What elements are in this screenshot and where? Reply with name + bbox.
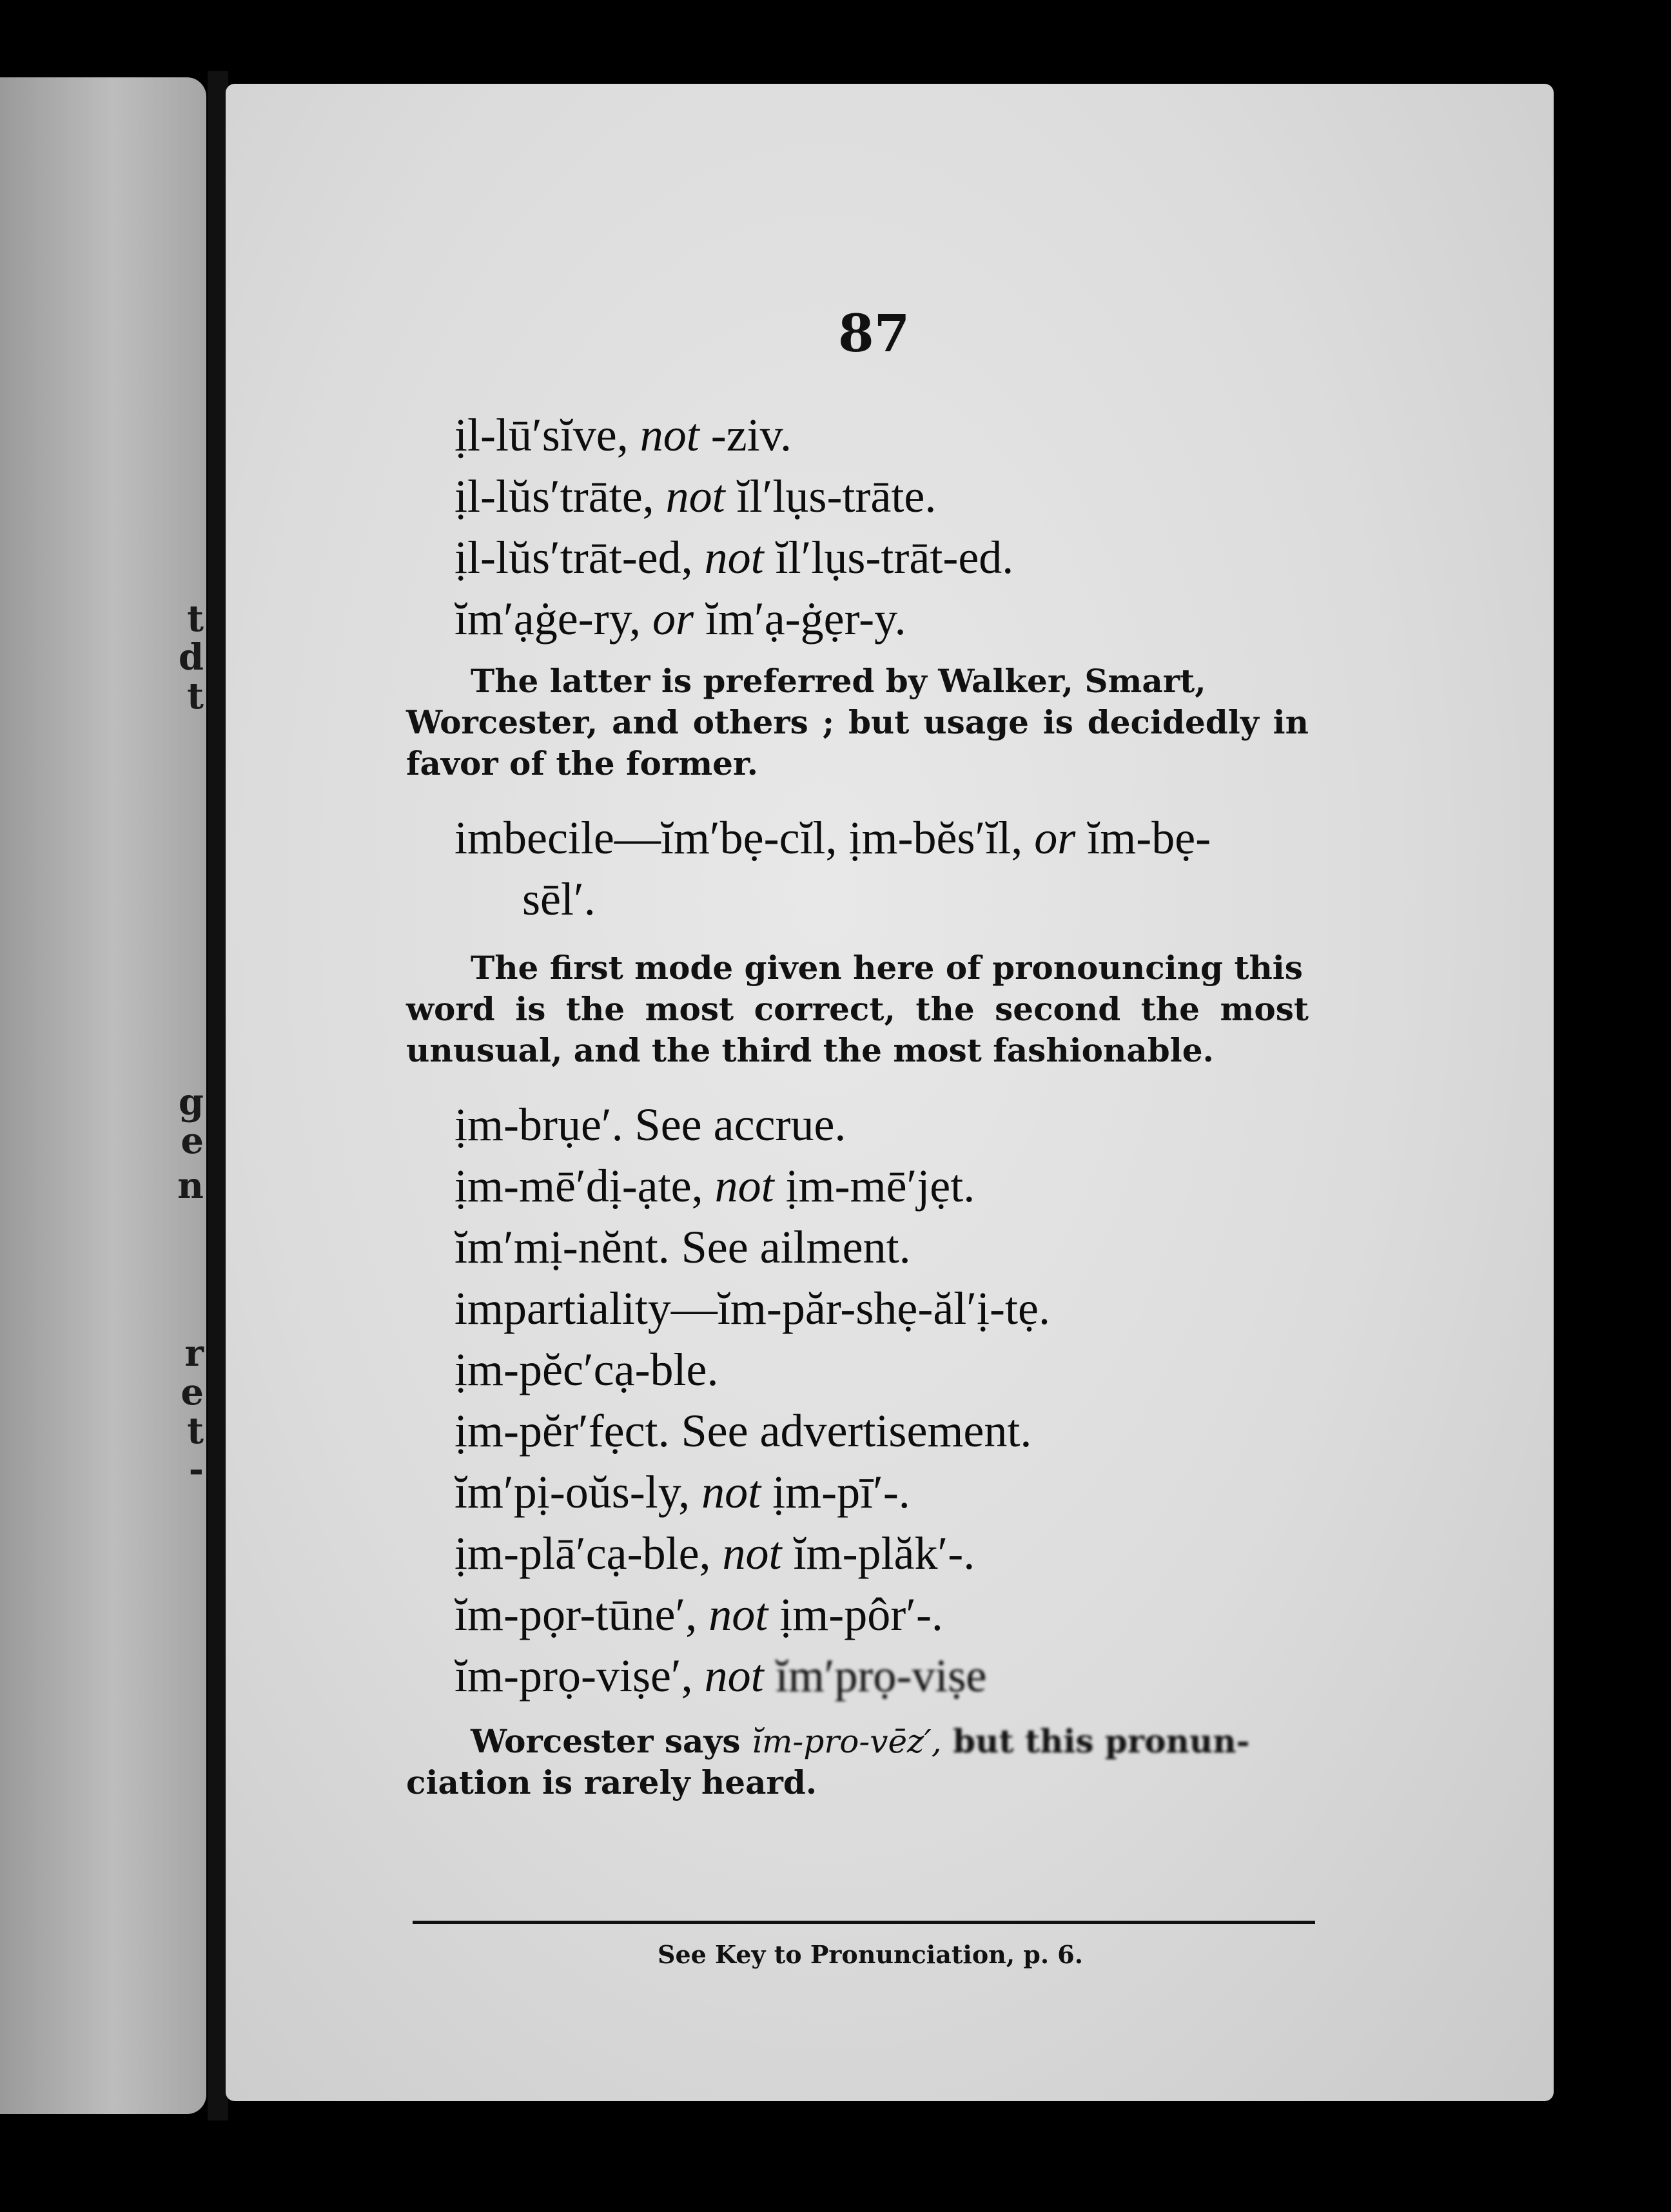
left-page-fragment: t bbox=[187, 597, 204, 640]
footer-reference: See Key to Pronunciation, p. 6. bbox=[658, 1940, 1083, 1969]
dictionary-entry bbox=[454, 1463, 1550, 1521]
entry-conjunction: not bbox=[722, 1528, 782, 1579]
usage-note-text: Worcester, and others ; but usage is decidedly in favor of the former. bbox=[406, 703, 1309, 782]
entry-conjunction: not bbox=[640, 409, 699, 461]
usage-note-text: word is the most correct, the second the most unusual, and the third the most fashionable. bbox=[406, 990, 1309, 1069]
book-page bbox=[226, 84, 1554, 2101]
left-page-fragment: t bbox=[187, 1410, 204, 1452]
entry-headword: ịm-pĕr′fẹct. bbox=[454, 1405, 670, 1457]
page-number: 87 bbox=[838, 303, 910, 364]
entry-continuation: sēl′. bbox=[522, 873, 596, 925]
usage-note bbox=[406, 661, 1309, 784]
entry-variant: See ailment. bbox=[681, 1221, 911, 1273]
usage-note bbox=[406, 1721, 1309, 1803]
dictionary-entry bbox=[454, 1524, 1550, 1582]
entry-conjunction: not bbox=[665, 471, 725, 522]
entry-conjunction: not bbox=[701, 1466, 761, 1518]
dictionary-entry bbox=[454, 467, 1550, 525]
entry-headword: ịm-plā′cạ-ble, bbox=[454, 1528, 711, 1579]
entry-variant: ĭl′lụs-trāt-ed. bbox=[775, 532, 1014, 583]
dictionary-entry bbox=[454, 1402, 1550, 1460]
entry-variant: ịm-mē′jẹt. bbox=[785, 1160, 975, 1212]
entry-headword: impartiality—ĭm-păr-shẹ-ăl′ị-tẹ. bbox=[454, 1283, 1050, 1334]
usage-note-pronunciation: ĭm-pro-vēz′, bbox=[752, 1723, 942, 1760]
usage-note-first-line bbox=[406, 1721, 1309, 1762]
usage-note-text: ciation is rarely heard. bbox=[406, 1763, 817, 1801]
dictionary-entry bbox=[454, 1218, 1550, 1276]
usage-note bbox=[406, 947, 1309, 1071]
entry-variant: -ziv. bbox=[710, 409, 792, 461]
footer-rule bbox=[413, 1921, 1315, 1924]
entry-headword: ĭm-pọr-tūne′, bbox=[454, 1589, 698, 1640]
entry-headword: ĭm′ạġe-ry, bbox=[454, 593, 641, 645]
entry-conjunction: not bbox=[714, 1160, 774, 1212]
entry-headword: imbecile—ĭm′bẹ-cĭl, ịm-bĕs′ĭl, bbox=[454, 812, 1023, 864]
left-page-fragment: r bbox=[184, 1332, 204, 1375]
entry-headword: ịm-mē′dị-ạte, bbox=[454, 1160, 703, 1212]
left-page bbox=[0, 77, 206, 2114]
entry-variant: ịm-pī′-. bbox=[772, 1466, 910, 1518]
entry-conjunction: or bbox=[652, 593, 694, 645]
entry-variant: See accrue. bbox=[634, 1099, 846, 1150]
entry-headword: ịm-pĕc′cạ-ble. bbox=[454, 1344, 719, 1395]
dictionary-entry bbox=[454, 1647, 1550, 1705]
entry-headword: ĭm′pị-oŭs-ly, bbox=[454, 1466, 690, 1518]
entry-headword: ĭm′mị-nĕnt. bbox=[454, 1221, 670, 1273]
left-page-fragment: t bbox=[187, 675, 204, 717]
entry-conjunction: not bbox=[704, 1650, 764, 1702]
entry-variant: See advertisement. bbox=[681, 1405, 1032, 1457]
entry-variant: ĭm′prọ-viṣe bbox=[775, 1650, 987, 1702]
usage-note-first-line: The first mode given here of pronouncing this bbox=[471, 949, 1303, 987]
dictionary-entry bbox=[454, 529, 1550, 587]
left-page-fragment: n bbox=[177, 1165, 204, 1207]
left-page-fragment: d bbox=[178, 636, 204, 679]
left-page-fragment: e bbox=[181, 1371, 204, 1413]
dictionary-entry bbox=[454, 1279, 1550, 1337]
entry-headword: ịl-lŭs′trāte, bbox=[454, 471, 654, 522]
dictionary-entry bbox=[454, 1096, 1550, 1154]
dictionary-entry bbox=[454, 1341, 1550, 1399]
usage-note-text: Worcester says bbox=[471, 1722, 741, 1760]
usage-note-first-line: The latter is preferred by Walker, Smart, bbox=[471, 662, 1206, 700]
entry-headword: ĭm-prọ-viṣe′, bbox=[454, 1650, 693, 1702]
entry-variant: ĭm-bẹ- bbox=[1087, 812, 1211, 864]
entry-conjunction: or bbox=[1034, 812, 1076, 864]
dictionary-entry-imbecile bbox=[454, 809, 1550, 867]
entry-headword: ịl-lŭs′trāt-ed, bbox=[454, 532, 693, 583]
entry-conjunction: not bbox=[704, 532, 764, 583]
entry-conjunction: not bbox=[708, 1589, 768, 1640]
dictionary-entry bbox=[454, 590, 1550, 648]
entry-variant: ĭm′ạ-ġẹr-y. bbox=[705, 593, 906, 645]
entry-variant: ĭl′lụs-trāte. bbox=[736, 471, 937, 522]
entry-variant: ĭm-plăk′-. bbox=[793, 1528, 975, 1579]
left-page-fragment: - bbox=[188, 1448, 204, 1491]
dictionary-entry bbox=[454, 1586, 1550, 1644]
left-page-fragment: e bbox=[181, 1120, 204, 1162]
left-page-fragment: g bbox=[178, 1081, 204, 1123]
entry-headword: ịl-lū′sĭve, bbox=[454, 409, 629, 461]
usage-note-text: but this pronun- bbox=[953, 1722, 1250, 1760]
entry-variant: ịm-pôr′-. bbox=[779, 1589, 943, 1640]
entry-headword: ịm-brụe′. bbox=[454, 1099, 623, 1150]
dictionary-entry bbox=[454, 406, 1550, 464]
dictionary-entry bbox=[454, 1157, 1550, 1215]
